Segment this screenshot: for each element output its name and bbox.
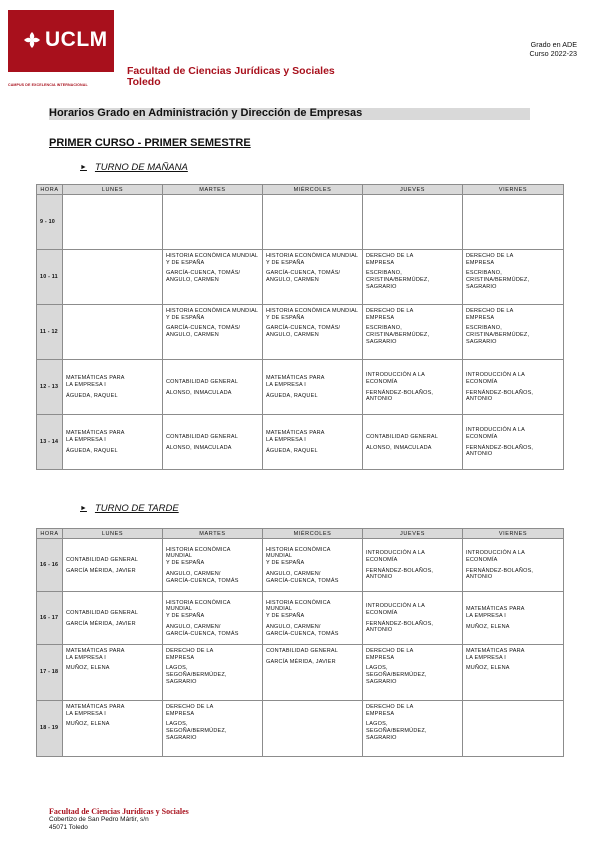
class-cell-lunes: [63, 645, 163, 701]
class-cell-martes: [163, 701, 263, 757]
class-cell-lunes: [63, 592, 163, 645]
table-row: [37, 250, 564, 305]
professor-name: LAGOS, SEGOÑA/BERMÚDEZ, SAGRARIO: [366, 665, 427, 685]
professor-name: ALONSO, INMACULADA: [366, 444, 432, 451]
subject-name: HISTORIA ECONÓMICA MUNDIAL Y DE ESPAÑA: [266, 253, 359, 266]
subject-name: CONTABILIDAD GENERAL: [266, 648, 339, 654]
class-cell-miercoles: [263, 250, 363, 305]
subject-name: CONTABILIDAD GENERAL: [66, 609, 139, 616]
professor-name: FERNÁNDEZ-BOLAÑOS, ANTONIO: [366, 567, 434, 581]
subject-name: DERECHO DE LA EMPRESA: [466, 253, 514, 266]
professor-name: GARCÍA-CUENCA, TOMÁS/ ANGULO, CARMEN: [266, 325, 341, 339]
class-cell-lunes: [63, 701, 163, 757]
hour-cell: 11 - 12: [37, 305, 63, 360]
logo-wordmark: UCLM: [45, 28, 108, 51]
class-cell-jueves: [363, 305, 463, 360]
professor-name: ÁGUEDA, RAQUEL: [266, 392, 318, 399]
class-cell-miercoles: [263, 539, 363, 592]
class-cell-martes: [163, 645, 263, 701]
hour-cell: 12 - 13: [37, 360, 63, 415]
class-cell-viernes: [463, 250, 564, 305]
arrow-right-icon: ►: [80, 505, 87, 512]
subject-name: MATEMÁTICAS PARA LA EMPRESA I: [466, 648, 525, 661]
subject-name: INTRODUCCIÓN A LA ECONOMÍA: [466, 372, 526, 385]
class-cell-miercoles: [263, 305, 363, 360]
footer: [49, 808, 189, 833]
professor-name: ÁGUEDA, RAQUEL: [66, 392, 118, 399]
hour-cell: 13 - 14: [37, 415, 63, 470]
professor-name: ESCRIBANO, CRISTINA/BERMÚDEZ, SAGRARIO: [366, 270, 430, 290]
professor-name: FERNÁNDEZ-BOLAÑOS, ANTONIO: [366, 389, 434, 403]
col-lunes: LUNES: [63, 185, 163, 195]
subject-name: CONTABILIDAD GENERAL: [166, 433, 239, 440]
subject-name: HISTORIA ECONÓMICA MUNDIAL Y DE ESPAÑA: [166, 253, 259, 266]
afternoon-shift-heading: [80, 503, 179, 514]
professor-name: MUÑOZ, ELENA: [66, 721, 110, 728]
subject-name: DERECHO DE LA EMPRESA: [366, 253, 414, 266]
professor-name: GARCÍA MÉRIDA, JAVIER: [66, 567, 136, 574]
hour-cell: 16 - 16: [37, 539, 63, 592]
class-cell-martes: [163, 250, 263, 305]
subject-name: MATEMÁTICAS PARA LA EMPRESA I: [66, 704, 125, 717]
subject-name: MATEMÁTICAS PARA LA EMPRESA I: [66, 648, 125, 661]
class-cell-viernes: [463, 195, 564, 250]
subject-name: DERECHO DE LA EMPRESA: [166, 704, 214, 717]
class-cell-lunes: [63, 305, 163, 360]
logo-subtitle: CAMPUS DE EXCELENCIA INTERNACIONAL: [8, 83, 88, 87]
subject-name: DERECHO DE LA EMPRESA: [166, 648, 214, 661]
table-header-row: [37, 185, 564, 195]
class-cell-martes: [163, 305, 263, 360]
class-cell-miercoles: [263, 195, 363, 250]
subject-name: INTRODUCCIÓN A LA ECONOMÍA: [366, 603, 426, 616]
class-cell-jueves: [363, 360, 463, 415]
col-miercoles: MIÉRCOLES: [263, 185, 363, 195]
class-cell-lunes: [63, 539, 163, 592]
professor-name: ESCRIBANO, CRISTINA/BERMÚDEZ, SAGRARIO: [366, 325, 430, 345]
professor-name: ESCRIBANO, CRISTINA/BERMÚDEZ, SAGRARIO: [466, 325, 530, 345]
table-row: [37, 305, 564, 360]
professor-name: ALONSO, INMACULADA: [166, 389, 232, 396]
class-cell-martes: [163, 360, 263, 415]
class-cell-jueves: [363, 701, 463, 757]
table-row: [37, 701, 564, 757]
class-cell-viernes: [463, 539, 564, 592]
table-row: [37, 360, 564, 415]
class-cell-miercoles: [263, 360, 363, 415]
subject-name: HISTORIA ECONÓMICA MUNDIAL Y DE ESPAÑA: [266, 308, 359, 321]
professor-name: ANGULO, CARMEN/ GARCÍA-CUENCA, TOMÁS: [266, 623, 339, 637]
hour-cell: 18 - 19: [37, 701, 63, 757]
subject-name: HISTORIA ECONÓMICA MUNDIAL Y DE ESPAÑA: [266, 599, 331, 620]
professor-name: GARCÍA-CUENCA, TOMÁS/ ANGULO, CARMEN: [166, 325, 241, 339]
semester-title: PRIMER CURSO - PRIMER SEMESTRE: [49, 137, 251, 149]
class-cell-jueves: [363, 592, 463, 645]
professor-name: MUÑOZ, ELENA: [66, 665, 110, 672]
page-title: Horarios Grado en Administración y Dirección de Empresas: [49, 107, 363, 119]
subject-name: MATEMÁTICAS PARA LA EMPRESA I: [66, 430, 125, 444]
professor-name: ÁGUEDA, RAQUEL: [266, 447, 318, 454]
hour-cell: 10 - 11: [37, 250, 63, 305]
professor-name: MUÑOZ, ELENA: [466, 623, 510, 630]
hour-cell: 16 - 17: [37, 592, 63, 645]
hour-cell: 9 - 10: [37, 195, 63, 250]
professor-name: LAGOS, SEGOÑA/BERMÚDEZ, SAGRARIO: [166, 721, 227, 741]
grade-name: Grado en ADE: [530, 40, 577, 49]
footer-city: 45071 Toledo: [49, 824, 88, 832]
subject-name: DERECHO DE LA EMPRESA: [366, 648, 414, 661]
subject-name: HISTORIA ECONÓMICA MUNDIAL Y DE ESPAÑA: [266, 546, 331, 567]
subject-name: INTRODUCCIÓN A LA ECONOMÍA: [466, 550, 526, 563]
class-cell-viernes: [463, 701, 564, 757]
professor-name: GARCÍA MÉRIDA, JAVIER: [266, 658, 336, 665]
afternoon-shift-label: TURNO DE TARDE: [94, 503, 179, 514]
subject-name: CONTABILIDAD GENERAL: [366, 433, 439, 440]
subject-name: CONTABILIDAD GENERAL: [166, 378, 239, 385]
class-cell-miercoles: [263, 645, 363, 701]
uclm-emblem-icon: [22, 30, 42, 50]
subject-name: MATEMÁTICAS PARA LA EMPRESA I: [266, 375, 325, 389]
class-cell-viernes: [463, 592, 564, 645]
subject-name: INTRODUCCIÓN A LA ECONOMÍA: [466, 427, 526, 440]
col-lunes: LUNES: [63, 529, 163, 539]
subject-name: DERECHO DE LA EMPRESA: [366, 704, 414, 717]
professor-name: ANGULO, CARMEN/ GARCÍA-CUENCA, TOMÁS: [266, 570, 339, 584]
afternoon-schedule-table: [36, 528, 564, 757]
class-cell-jueves: [363, 645, 463, 701]
faculty-header: [127, 66, 335, 88]
professor-name: GARCÍA-CUENCA, TOMÁS/ ANGULO, CARMEN: [166, 270, 241, 284]
col-hora: HORA: [37, 529, 63, 539]
professor-name: ÁGUEDA, RAQUEL: [66, 447, 118, 454]
footer-faculty-name: Facultad de Ciencias Jurídicas y Sociales: [49, 807, 189, 816]
table-header-row: [37, 529, 564, 539]
col-miercoles: MIÉRCOLES: [263, 529, 363, 539]
arrow-right-icon: ►: [80, 164, 87, 171]
subject-name: DERECHO DE LA EMPRESA: [366, 308, 414, 321]
professor-name: ESCRIBANO, CRISTINA/BERMÚDEZ, SAGRARIO: [466, 270, 530, 290]
col-viernes: VIERNES: [463, 185, 564, 195]
professor-name: GARCÍA MÉRIDA, JAVIER: [66, 620, 136, 627]
professor-name: FERNÁNDEZ-BOLAÑOS, ANTONIO: [466, 444, 534, 458]
hour-cell: 17 - 18: [37, 645, 63, 701]
class-cell-miercoles: [263, 701, 363, 757]
subject-name: HISTORIA ECONÓMICA MUNDIAL Y DE ESPAÑA: [166, 599, 231, 620]
uclm-logo: [8, 10, 114, 72]
morning-shift-heading: [80, 162, 188, 173]
subject-name: MATEMÁTICAS PARA LA EMPRESA I: [66, 375, 125, 389]
morning-shift-label: TURNO DE MAÑANA: [94, 162, 188, 173]
subject-name: CONTABILIDAD GENERAL: [66, 556, 139, 563]
professor-name: MUÑOZ, ELENA: [466, 665, 510, 672]
course-year: Curso 2022-23: [529, 49, 577, 58]
professor-name: ANGULO, CARMEN/ GARCÍA-CUENCA, TOMÁS: [166, 570, 239, 584]
class-cell-viernes: [463, 360, 564, 415]
class-cell-viernes: [463, 305, 564, 360]
professor-name: FERNÁNDEZ-BOLAÑOS, ANTONIO: [466, 389, 534, 403]
faculty-name: Facultad de Ciencias Jurídicas y Sociales: [127, 65, 335, 77]
class-cell-jueves: [363, 195, 463, 250]
class-cell-jueves: [363, 250, 463, 305]
class-cell-lunes: [63, 250, 163, 305]
col-viernes: VIERNES: [463, 529, 564, 539]
professor-name: GARCÍA-CUENCA, TOMÁS/ ANGULO, CARMEN: [266, 270, 341, 284]
subject-name: HISTORIA ECONÓMICA MUNDIAL Y DE ESPAÑA: [166, 308, 259, 321]
table-row: [37, 415, 564, 470]
class-cell-lunes: [63, 360, 163, 415]
faculty-city: Toledo: [127, 76, 161, 88]
class-cell-martes: [163, 415, 263, 470]
subject-name: MATEMÁTICAS PARA LA EMPRESA I: [266, 430, 325, 444]
professor-name: FERNÁNDEZ-BOLAÑOS, ANTONIO: [366, 620, 434, 634]
class-cell-lunes: [63, 415, 163, 470]
class-cell-viernes: [463, 645, 564, 701]
grade-info: [529, 40, 577, 58]
professor-name: LAGOS, SEGOÑA/BERMÚDEZ, SAGRARIO: [166, 665, 227, 685]
subject-name: INTRODUCCIÓN A LA ECONOMÍA: [366, 372, 426, 385]
table-row: [37, 592, 564, 645]
professor-name: ANGULO, CARMEN/ GARCÍA-CUENCA, TOMÁS: [166, 623, 239, 637]
col-jueves: JUEVES: [363, 529, 463, 539]
professor-name: LAGOS, SEGOÑA/BERMÚDEZ, SAGRARIO: [366, 721, 427, 741]
subject-name: INTRODUCCIÓN A LA ECONOMÍA: [366, 550, 426, 563]
class-cell-martes: [163, 592, 263, 645]
class-cell-miercoles: [263, 415, 363, 470]
col-jueves: JUEVES: [363, 185, 463, 195]
subject-name: DERECHO DE LA EMPRESA: [466, 308, 514, 321]
footer-address: Cobertizo de San Pedro Mártir, s/n: [49, 816, 149, 824]
professor-name: ALONSO, INMACULADA: [166, 444, 232, 451]
class-cell-jueves: [363, 415, 463, 470]
col-martes: MARTES: [163, 185, 263, 195]
class-cell-lunes: [63, 195, 163, 250]
professor-name: FERNÁNDEZ-BOLAÑOS, ANTONIO: [466, 567, 534, 581]
class-cell-viernes: [463, 415, 564, 470]
class-cell-martes: [163, 195, 263, 250]
table-row: [37, 539, 564, 592]
class-cell-jueves: [363, 539, 463, 592]
morning-schedule-table: [36, 184, 564, 470]
class-cell-martes: [163, 539, 263, 592]
col-hora: HORA: [37, 185, 63, 195]
table-row: [37, 645, 564, 701]
subject-name: HISTORIA ECONÓMICA MUNDIAL Y DE ESPAÑA: [166, 546, 231, 567]
subject-name: MATEMÁTICAS PARA LA EMPRESA I: [466, 606, 525, 620]
class-cell-miercoles: [263, 592, 363, 645]
col-martes: MARTES: [163, 529, 263, 539]
table-row: [37, 195, 564, 250]
